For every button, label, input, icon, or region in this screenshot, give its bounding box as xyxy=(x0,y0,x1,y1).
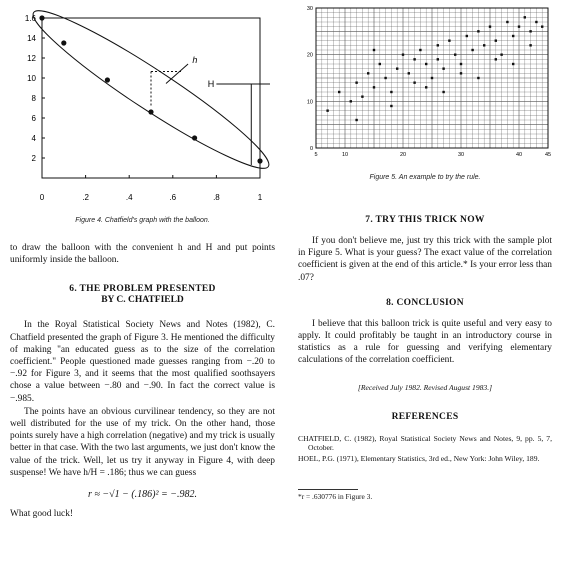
x-tick-label: 1 xyxy=(257,193,263,202)
y-tick-label: 6 xyxy=(31,114,36,123)
data-point xyxy=(541,25,543,27)
data-point xyxy=(408,72,410,74)
y-tick-label: 0 xyxy=(309,146,313,152)
x-tick-label: .2 xyxy=(82,193,89,202)
left-column xyxy=(10,0,275,520)
reference-item: HOEL, P.G. (1971), Elementary Statistics, 3rd ed., New York: John Wiley, 189. xyxy=(298,453,540,463)
x-tick-label: .8 xyxy=(213,193,220,202)
data-point xyxy=(437,44,439,46)
h-label: h xyxy=(192,55,198,65)
data-point xyxy=(39,15,44,20)
data-point xyxy=(460,72,462,74)
x-tick-label: 10 xyxy=(341,152,349,158)
equation: r ≈ −√1 − (.186)² = −.982. xyxy=(87,489,198,501)
data-point xyxy=(524,16,526,18)
x-tick-label: 5 xyxy=(314,152,318,158)
reference-item: CHATFIELD, C. (1982), Royal Statistical Society News and Notes, 9, pp. 5, 7, October. xyxy=(298,433,552,453)
y-tick-label: 12 xyxy=(27,54,36,63)
data-point xyxy=(495,39,497,41)
closing-line: What good luck! xyxy=(10,509,74,520)
data-point xyxy=(489,25,491,27)
data-point xyxy=(355,81,357,83)
data-point xyxy=(454,53,456,55)
plot-frame xyxy=(42,18,260,178)
section-7-paragraph: If you don't believe me, just try this trick with the sample plot in Figure 5. What is your guess? The exact value of the correlation coefficient is given at the end of this article.* Is your error less than .07? xyxy=(298,236,552,283)
data-point xyxy=(367,72,369,74)
balloon-ellipse xyxy=(23,0,275,183)
y-tick-label: 20 xyxy=(306,52,313,59)
x-tick-label: 20 xyxy=(399,152,407,158)
data-point xyxy=(373,86,375,88)
y-tick-label: 10 xyxy=(306,99,313,106)
references-title: REFERENCES xyxy=(391,411,459,422)
data-point xyxy=(390,105,392,107)
data-point xyxy=(466,35,468,37)
data-point xyxy=(448,39,450,41)
data-point xyxy=(379,63,381,65)
x-tick-label: 30 xyxy=(457,152,465,158)
data-point xyxy=(483,44,485,46)
data-point xyxy=(402,53,404,55)
data-point xyxy=(529,44,531,46)
data-point xyxy=(61,40,66,45)
data-point xyxy=(460,63,462,65)
data-point xyxy=(495,58,497,60)
data-point xyxy=(413,81,415,83)
data-point xyxy=(477,30,479,32)
section-6-paragraph-1: In the Royal Statistical Society News and Notes (1982), C. Chatfield presented the graph of Figure 3. He mentioned the difficulty of making "an educated guess as to the size of the correlation coefficient." People questioned made guesses ranging from −.20 to −.92 for Figure 3, and it seems that the most qualified soothsayers chose a value between −.80 and −.90. In fact the correct value is −.985. xyxy=(10,320,275,404)
h-pointer xyxy=(166,64,188,84)
y-tick-label: 2 xyxy=(31,154,36,163)
section-6-paragraph-2: The points have an obvious curvilinear tendency, so they are not well distributed for the use of my trick. On the other hand, those points surely have a high correlation (negative) and my trick is usually better in that case. With the two last arguments, we just don't know the value of the trick. Well, let us try it anyway in Figure 4, with deep suspense! We have h/H = .186; thus we can guess xyxy=(10,406,275,478)
data-point xyxy=(105,77,110,82)
data-point xyxy=(350,100,352,102)
data-point xyxy=(326,109,328,111)
data-point xyxy=(355,119,357,121)
data-point xyxy=(396,67,398,69)
data-point xyxy=(361,95,363,97)
H-label: H xyxy=(207,79,215,89)
data-point xyxy=(477,77,479,79)
figure-5-caption: Figure 5. An example to try the rule. xyxy=(369,174,481,181)
x-tick-label: 40 xyxy=(515,152,523,158)
data-point xyxy=(431,77,433,79)
data-point xyxy=(390,91,392,93)
data-point xyxy=(471,49,473,51)
data-point xyxy=(384,77,386,79)
data-point xyxy=(425,63,427,65)
data-point xyxy=(419,49,421,51)
y-tick-label: 14 xyxy=(27,34,36,43)
data-point xyxy=(373,49,375,51)
y-tick-label: 30 xyxy=(306,6,313,12)
data-point xyxy=(338,91,340,93)
x-tick-label: .4 xyxy=(125,193,133,202)
received-note: [Received July 1982. Revised August 1983.] xyxy=(357,382,493,392)
y-tick-label: 8 xyxy=(31,94,36,103)
data-point xyxy=(529,30,531,32)
section-6-author: BY C. CHATFIELD xyxy=(101,295,184,306)
data-point xyxy=(442,91,444,93)
y-tick-label: 4 xyxy=(31,134,36,143)
data-point xyxy=(500,53,502,55)
intro-paragraph: to draw the balloon with the convenient h and H and put points uniformly inside the balloon. xyxy=(10,243,275,266)
data-point xyxy=(512,35,514,37)
section-8-title: 8. CONCLUSION xyxy=(386,297,464,308)
figure-4-caption: Figure 4. Chatfield's graph with the balloon. xyxy=(75,217,210,224)
data-point xyxy=(518,25,520,27)
data-point xyxy=(148,109,153,114)
data-point xyxy=(413,58,415,60)
y-tick-label: 1.6 xyxy=(24,14,36,23)
data-point xyxy=(437,58,439,60)
data-point xyxy=(535,21,537,23)
data-point xyxy=(257,158,262,163)
y-tick-label: 10 xyxy=(27,74,36,83)
references-list xyxy=(298,434,552,464)
section-6-title: 6. THE PROBLEM PRESENTED xyxy=(69,284,216,295)
section-7-title: 7. TRY THIS TRICK NOW xyxy=(365,215,485,225)
footnote: *r = .630776 in Figure 3. xyxy=(298,492,373,502)
x-tick-label: 0 xyxy=(39,193,45,202)
right-column xyxy=(298,0,552,501)
footnote-rule xyxy=(298,489,358,490)
data-point xyxy=(512,63,514,65)
figure-4-chart xyxy=(10,0,275,210)
x-tick-label: .6 xyxy=(169,193,177,202)
figure-5-chart xyxy=(298,0,552,165)
data-point xyxy=(425,86,427,88)
x-tick-label: 45 xyxy=(544,152,552,158)
data-point xyxy=(506,21,508,23)
data-point xyxy=(192,135,197,140)
section-8-paragraph: I believe that this balloon trick is quite useful and very easy to apply. It could profitably be taught in an introductory course in statistics as a rule for guessing and verifying elementary calculations of the correlation coefficient. xyxy=(298,318,552,366)
data-point xyxy=(442,67,444,69)
